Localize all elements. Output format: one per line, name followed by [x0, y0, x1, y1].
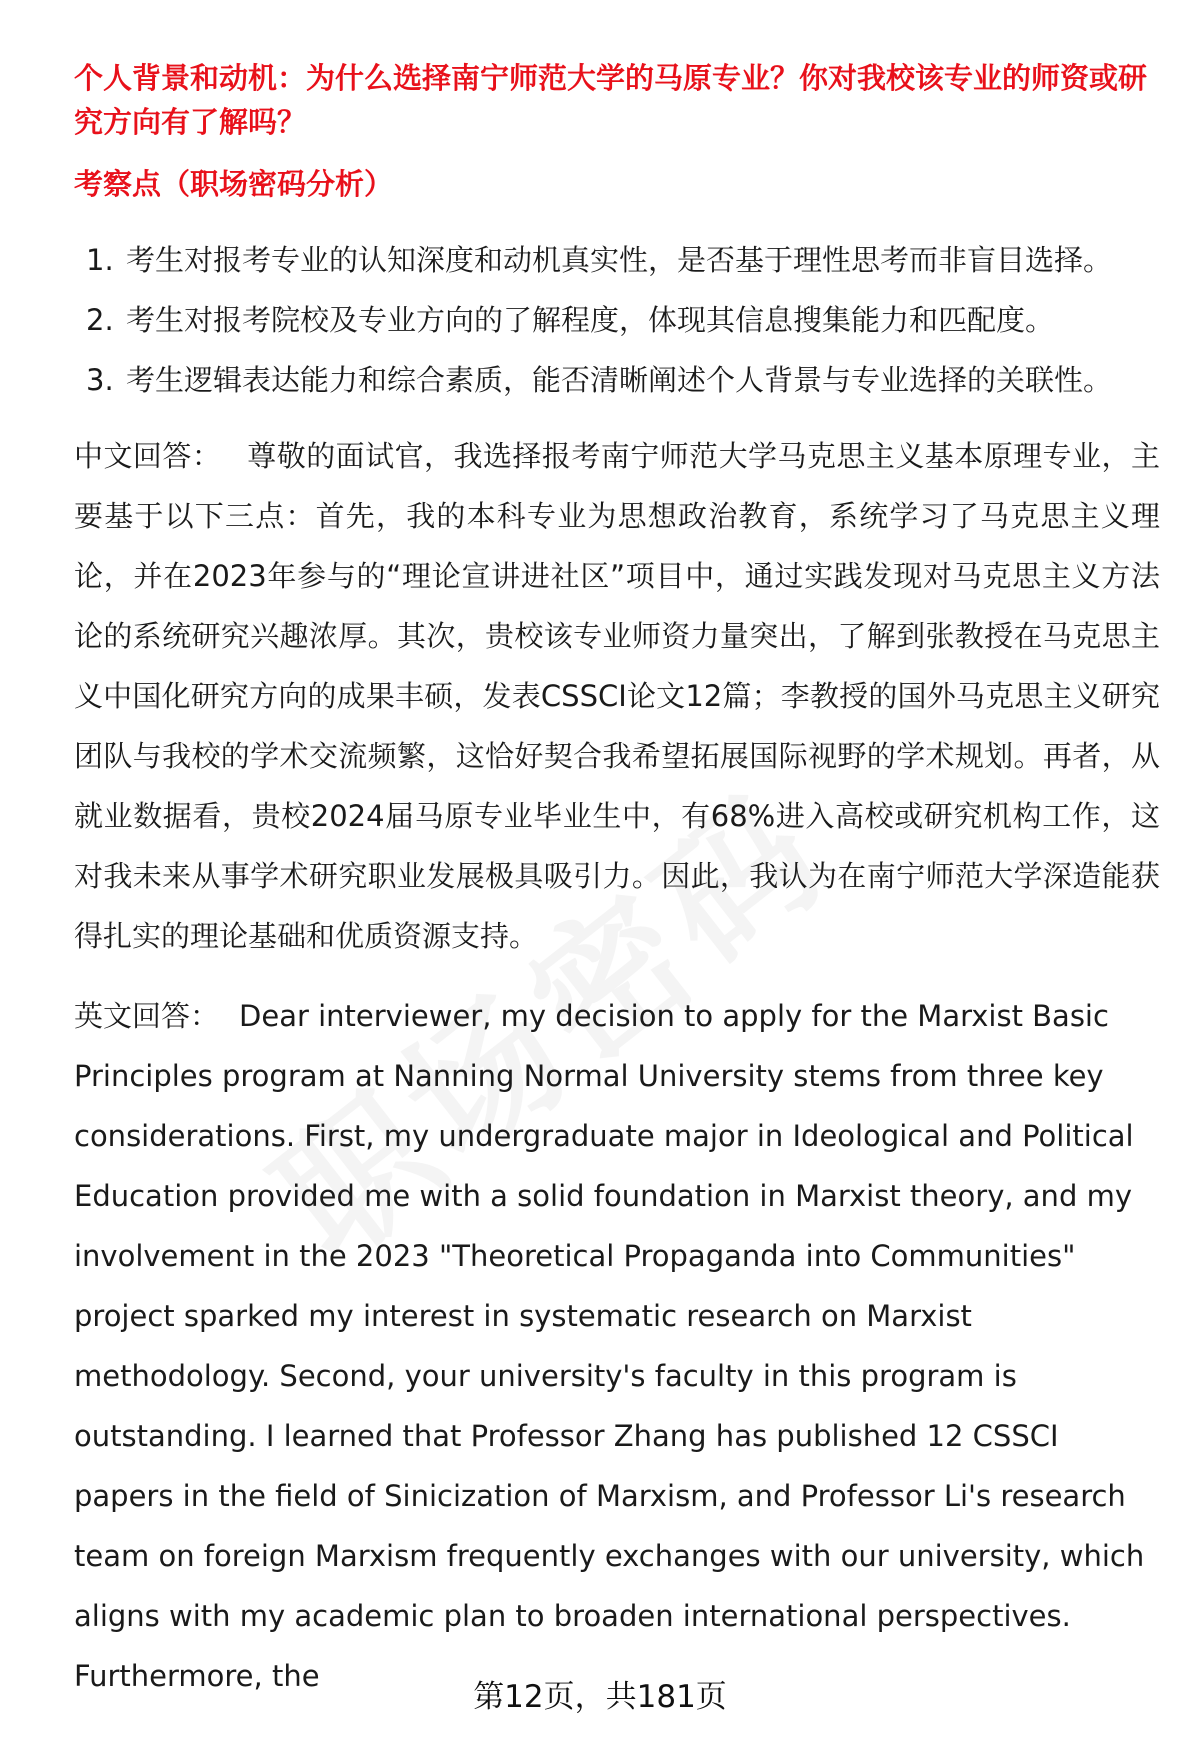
list-item: [74, 230, 1160, 290]
section-title: 考察点（职场密码分析）: [74, 167, 394, 201]
points-list: [74, 230, 1160, 410]
list-item-number: 3.: [86, 363, 114, 397]
list-item-number: 1.: [86, 243, 114, 277]
content-area: [74, 56, 1160, 1706]
list-item: [74, 290, 1160, 350]
list-item-text: 考生对报考院校及专业方向的了解程度，体现其信息搜集能力和匹配度。: [126, 303, 1055, 337]
english-answer-label: 英文回答：: [74, 999, 220, 1033]
list-item: [74, 350, 1160, 410]
english-answer: [74, 986, 1160, 1706]
chinese-answer-label: 中文回答：: [74, 439, 222, 473]
chinese-answer-text: 尊敬的面试官，我选择报考南宁师范大学马克思主义基本原理专业，主要基于以下三点：首先，我的本科专业为思想政治教育，系统学习了马克思主义理论，并在2023年参与的“理论宣讲进社区”项目中，通过实践发现对马克思主义方法论的系统研究兴趣浓厚。其次，贵校该专业师资力量突出，了解到张教授在马克思主义中国化研究方向的成果丰硕，发表CSSCI论文12篇；李教授的国外马克思主义研究团队与我校的学术交流频繁，这恰好契合我希望拓展国际视野的学术规划。再者，从就业数据看，贵校2024届马原专业毕业生中，有68%进入高校或研究机构工作，这对我未来从事学术研究职业发展极具吸引力。因此，我认为在南宁师范大学深造能获得扎实的理论基础和优质资源支持。: [74, 439, 1160, 953]
list-item-text: 考生对报考专业的认知深度和动机真实性，是否基于理性思考而非盲目选择。: [126, 243, 1113, 277]
list-item-number: 2.: [86, 303, 114, 337]
list-item-text: 考生逻辑表达能力和综合素质，能否清晰阐述个人背景与专业选择的关联性。: [126, 363, 1113, 397]
page-number-footer: 第12页，共181页: [473, 1679, 727, 1715]
english-answer-text: Dear interviewer, my decision to apply for the Marxist Basic Principles program at Nanning Normal University stems from three key considerations. First, my undergraduate major in Ideological and Political Education provided me with a solid foundation in Marxist theory, and my involvement in the 2023 "Theoretical Propaganda into Communities" project sparked my interest in systematic research on Marxist methodology. Second, your university's faculty in this program is outstanding. I learned that Professor Zhang has published 12 CSSCI papers in the field of Sinicization of Marxism, and Professor Li's research team on foreign Marxism frequently exchanges with our university, which aligns with my academic plan to broaden international perspectives. Furthermore, the: [74, 999, 1145, 1693]
chinese-answer: [74, 426, 1160, 966]
question-heading: 个人背景和动机：为什么选择南宁师范大学的马原专业？你对我校该专业的师资或研究方向有了解吗？: [74, 61, 1148, 139]
